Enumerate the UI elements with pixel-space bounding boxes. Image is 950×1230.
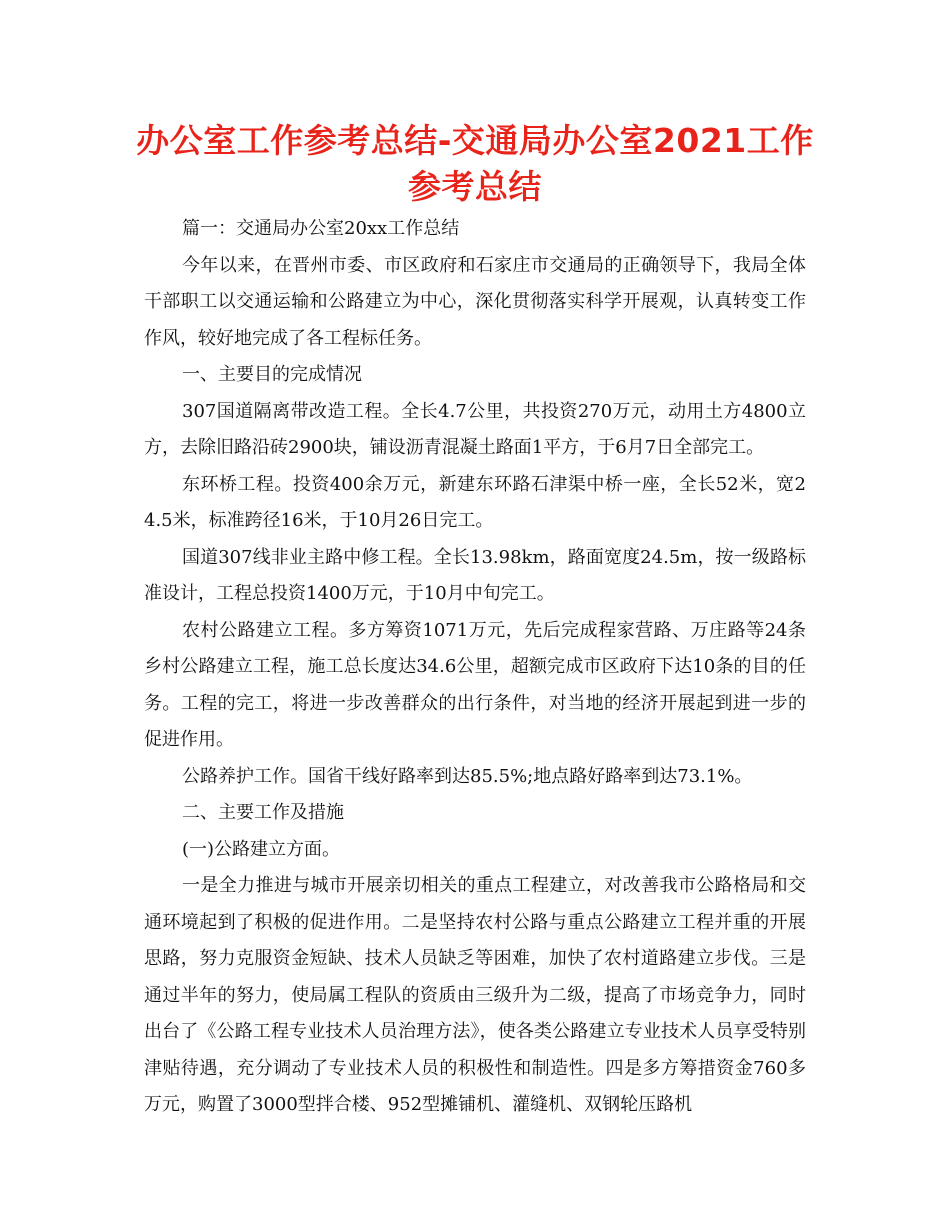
- paragraph-307-repair: 国道307线非业主路中修工程。全长13.98km，路面宽度24.5m，按一级路标准设计，工程总投资1400万元，于10月中旬完工。: [144, 546, 806, 604]
- paragraph-subheading-construction: (一)公路建立方面。: [182, 838, 341, 860]
- paragraph-heading-measures: 二、主要工作及措施: [182, 802, 344, 823]
- paragraph-307-project: 307国道隔离带改造工程。全长4.7公里，共投资270万元，动用土方4800立方，去除旧路沿砖2900块，铺设沥青混凝土路面1平方，于6月7日全部完工。: [144, 400, 806, 458]
- document-body: [144, 211, 806, 1124]
- document-title: 办公室工作参考总结-交通局办公室2021工作参考总结: [136, 121, 814, 206]
- paragraph-rural-roads: 农村公路建立工程。多方筹资1071万元，先后完成程家营路、万庄路等24条乡村公路建立工程，施工总长度达34.6公里，超额完成市区政府下达10条的目的任务。工程的完工，将进一步改善群众的出行条件，对当地的经济开展起到进一步的促进作用。: [144, 619, 806, 750]
- paragraph-intro: 今年以来，在晋州市委、市区政府和石家庄市交通局的正确领导下，我局全体干部职工以交通运输和公路建立为中心，深化贯彻落实科学开展观，认真转变工作作风，较好地完成了各工程标任务。: [144, 254, 806, 349]
- paragraph-east-bridge: 东环桥工程。投资400余万元，新建东环路石津渠中桥一座，全长52米，宽24.5米，标准跨径16米，于10月26日完工。: [144, 473, 806, 531]
- paragraph-maintenance: 公路养护工作。国省干线好路率到达85.5%;地点路好路率到达73.1%。: [182, 765, 753, 787]
- paragraph-construction-details: 一是全力推进与城市开展亲切相关的重点工程建立，对改善我市公路格局和交通环境起到了积极的促进作用。二是坚持农村公路与重点公路建立工程并重的开展思路，努力克服资金短缺、技术人员缺乏等困难，加快了农村道路建立步伐。三是通过半年的努力，使局属工程队的资质由三级升为二级，提高了市场竞争力，同时出台了《公路工程专业技术人员治理方法》，使各类公路建立专业技术人员享受特别津贴待遇，充分调动了专业技术人员的积极性和制造性。四是多方筹措资金760多万元，购置了3000型拌合楼、952型摊铺机、灌缝机、双钢轮压路机: [144, 875, 806, 1115]
- paragraph-section-heading: 篇一：交通局办公室20xx工作总结: [182, 218, 460, 239]
- paragraph-heading-goals: 一、主要目的完成情况: [182, 364, 362, 385]
